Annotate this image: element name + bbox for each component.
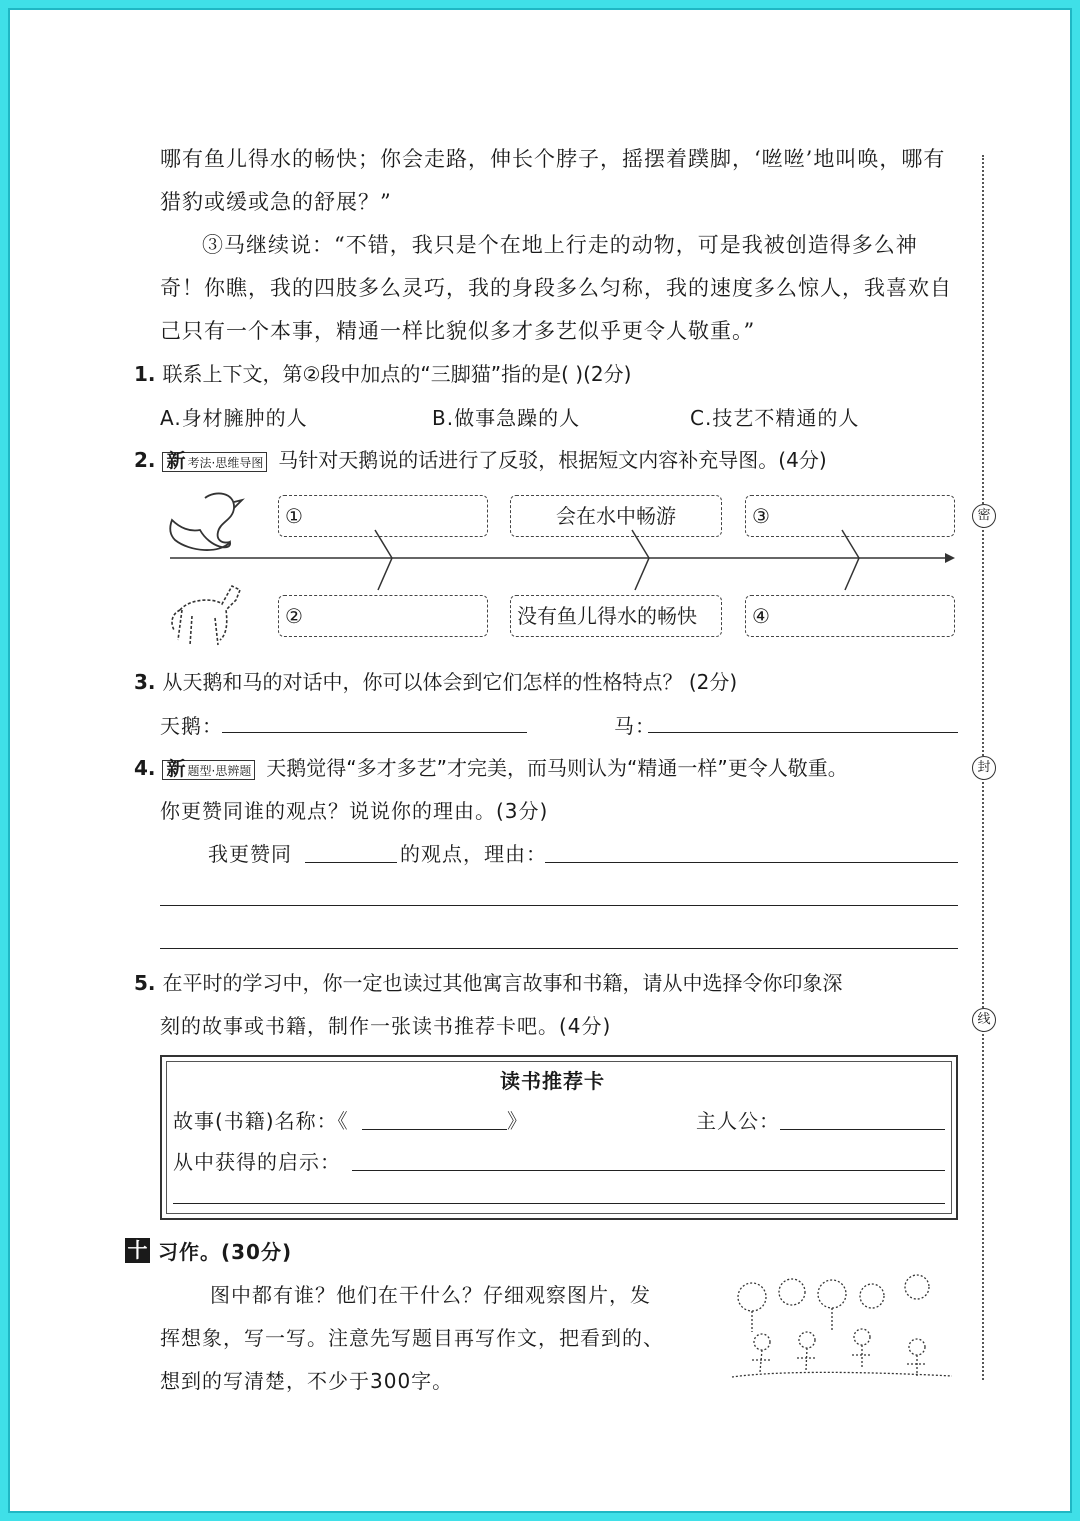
- writing-prompt-line-2: 挥想象，写一写。注意先写题目再写作文，把看到的、: [160, 1326, 664, 1350]
- question-1-number: 1.: [134, 362, 156, 386]
- question-4: [134, 752, 848, 781]
- question-1-text: 联系上下文，第②段中加点的“三脚猫”指的是( )(2分): [162, 362, 632, 386]
- question-3-number: 3.: [134, 670, 156, 694]
- passage-line-4: 奇！你瞧，我的四肢多么灵巧，我的身段多么匀称，我的速度多么惊人，我喜欢自: [160, 276, 952, 300]
- card-title: 读书推荐卡: [500, 1069, 605, 1093]
- mind-map-box-2[interactable]: ②: [278, 595, 488, 637]
- fishbone-joint-1: [375, 530, 392, 590]
- insight-line-2[interactable]: [173, 1203, 945, 1204]
- tree-icon: [818, 1280, 846, 1308]
- horse-label: 马：: [614, 714, 656, 738]
- q1-option-c[interactable]: C.技艺不精通的人: [690, 406, 860, 430]
- book-name-close: 》: [507, 1109, 528, 1133]
- swan-icon: [170, 493, 242, 550]
- horse-icon: [172, 586, 240, 645]
- question-5-text: 在平时的学习中，你一定也读过其他寓言故事和书籍，请从中选择令你印象深: [162, 971, 843, 995]
- fishbone-joint-3: [842, 530, 859, 590]
- question-2-number: 2.: [134, 448, 156, 472]
- passage-line-5: 己只有一个本事，精通一样比貌似多才多艺似乎更令人敬重。”: [160, 319, 756, 343]
- q1-option-b[interactable]: B.做事急躁的人: [432, 406, 581, 430]
- protagonist-label: 主人公：: [696, 1109, 780, 1133]
- child-icon: [909, 1339, 925, 1355]
- binding-mark-seal: 密: [972, 504, 996, 528]
- tree-icon: [779, 1279, 805, 1305]
- horse-answer-line[interactable]: [648, 732, 958, 733]
- mind-map-box-swan-claim: 会在水中畅游: [510, 495, 722, 537]
- q4-reason-line-2[interactable]: [160, 905, 958, 906]
- book-name-label: 故事(书籍)名称：《: [173, 1109, 349, 1133]
- mind-map-box-1[interactable]: ①: [278, 495, 488, 537]
- question-3: [134, 666, 737, 695]
- question-5: [134, 967, 842, 996]
- q4-answer-prefix: 我更赞同: [208, 842, 292, 866]
- question-2: [134, 444, 827, 473]
- protagonist-line[interactable]: [780, 1129, 945, 1130]
- passage-line-1: 哪有鱼儿得水的畅快；你会走路，伸长个脖子，摇摆着蹼脚，‘咝咝’地叫唤，哪有: [160, 147, 946, 171]
- writing-scene-illustration: [722, 1272, 960, 1384]
- mind-map-box-3[interactable]: ③: [745, 495, 955, 537]
- mind-map-box-horse-reply: 没有鱼儿得水的畅快: [510, 595, 722, 637]
- question-4-text: 天鹅觉得“多才多艺”才完美，而马则认为“精通一样”更令人敬重。: [266, 756, 848, 780]
- binding-mark-envelope: 封: [972, 756, 996, 780]
- question-1: [134, 358, 631, 387]
- child-icon: [754, 1334, 770, 1350]
- question-5-number: 5.: [134, 971, 156, 995]
- insight-label: 从中获得的启示：: [173, 1150, 341, 1174]
- question-2-text: 马针对天鹅说的话进行了反驳，根据短文内容补充导图。(4分): [278, 448, 827, 472]
- tree-icon: [860, 1284, 884, 1308]
- question-4-text-2: 你更赞同谁的观点？说说你的理由。(3分): [160, 799, 549, 823]
- insight-line-1[interactable]: [352, 1170, 945, 1171]
- question-5-text-2: 刻的故事或书籍，制作一张读书推荐卡吧。(4分): [160, 1014, 612, 1038]
- binding-mark-line: 线: [972, 1008, 996, 1032]
- fishbone-joint-2: [632, 530, 649, 590]
- new-method-tag: 新 考法·思维导图: [162, 452, 267, 472]
- tree-icon: [905, 1275, 929, 1299]
- book-name-line[interactable]: [362, 1129, 507, 1130]
- child-icon: [854, 1329, 870, 1345]
- question-3-text: 从天鹅和马的对话中，你可以体会到它们怎样的性格特点？ (2分): [162, 670, 738, 694]
- new-type-tag: 新 题型·思辨题: [162, 760, 255, 780]
- q4-choice-line[interactable]: [305, 862, 397, 863]
- tree-icon: [738, 1283, 766, 1311]
- swan-answer-line[interactable]: [222, 732, 527, 733]
- passage-line-2: 猎豹或缓或急的舒展？”: [160, 190, 392, 214]
- q4-reason-line-1[interactable]: [545, 862, 958, 863]
- question-4-number: 4.: [134, 756, 156, 780]
- child-icon: [799, 1332, 815, 1348]
- section-ten-title: 习作。(30分): [158, 1240, 293, 1264]
- writing-prompt-line-1: 图中都有谁？他们在干什么？仔细观察图片，发: [210, 1283, 651, 1307]
- q1-option-a[interactable]: A.身材臃肿的人: [160, 406, 308, 430]
- mind-map-box-4[interactable]: ④: [745, 595, 955, 637]
- worksheet-page: [8, 8, 1072, 1513]
- writing-prompt-line-3: 想到的写清楚，不少于300字。: [160, 1369, 454, 1393]
- passage-line-3: ③马继续说：“不错，我只是个在地上行走的动物，可是我被创造得多么神: [202, 233, 918, 257]
- q4-reason-line-3[interactable]: [160, 948, 958, 949]
- q4-answer-mid: 的观点，理由：: [400, 842, 547, 866]
- section-ten-icon: 十: [125, 1238, 150, 1263]
- arrow-head-icon: [945, 553, 955, 563]
- swan-label: 天鹅：: [160, 714, 223, 738]
